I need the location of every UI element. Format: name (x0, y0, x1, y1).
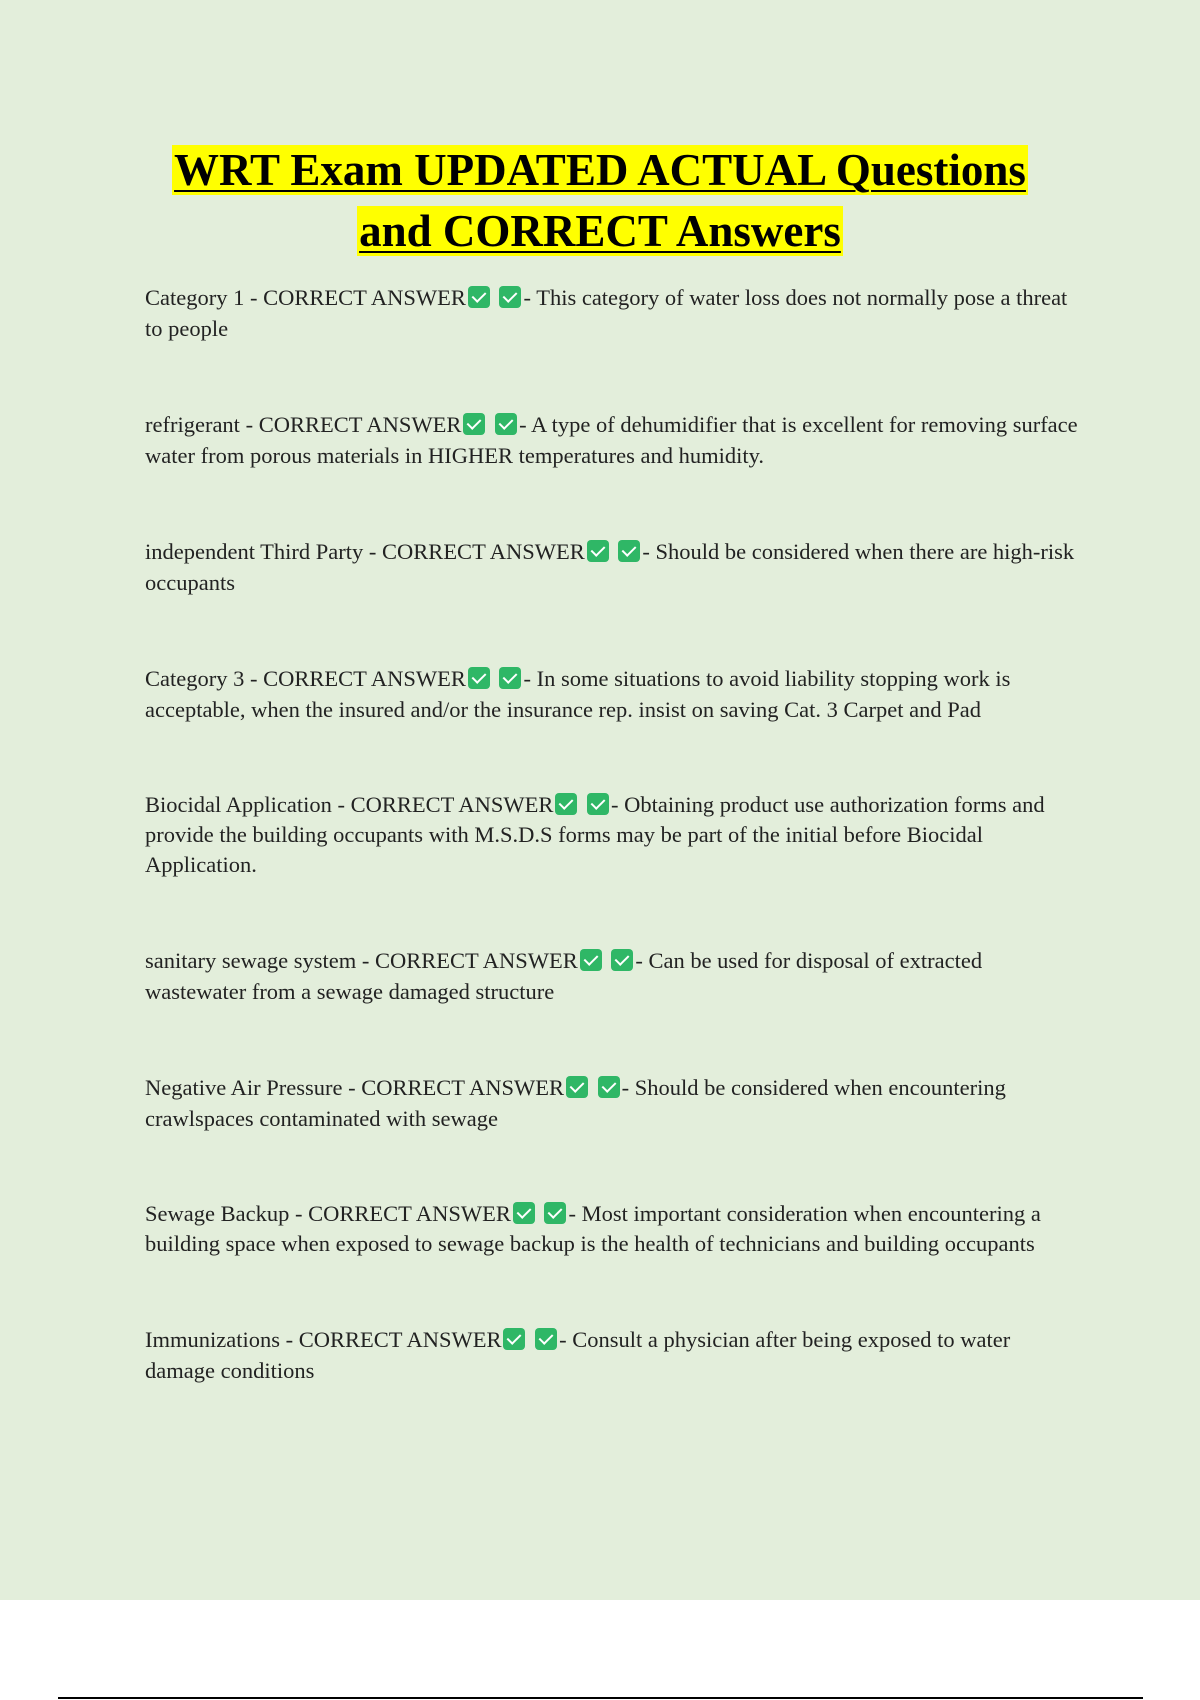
check-mark-icon (503, 1328, 525, 1350)
qa-answer-marker: CORRECT ANSWER (382, 539, 585, 564)
qa-answer-marker: CORRECT ANSWER (263, 285, 466, 310)
qa-term: refrigerant (145, 412, 240, 437)
qa-answer: Obtaining product use authorization forms and provide the building occupants with M.S.D.S forms may be part of the initial before Biocidal Application. (145, 792, 1045, 877)
qa-answer-marker: CORRECT ANSWER (374, 948, 578, 973)
check-mark-icon (535, 1328, 557, 1350)
qa-item: sanitary sewage system - CORRECT ANSWER - Can be used for disposal of extracted wastewater from a sewage damaged structure (145, 948, 983, 1004)
qa-item: Immunizations - CORRECT ANSWER - Consult a physician after being exposed to water damage conditions (145, 1327, 1011, 1383)
title-line-1: WRT Exam UPDATED ACTUAL Questions (174, 145, 1026, 195)
qa-term: Biocidal Application (145, 792, 332, 817)
check-mark-icon (468, 667, 490, 689)
qa-answer: A type of dehumidifier that is excellent for removing surface water from porous materials in HIGHER temperatures and humidity. (145, 412, 1078, 468)
qa-answer-marker: CORRECT ANSWER (298, 1327, 502, 1352)
check-mark-icon (618, 540, 640, 562)
qa-term: Sewage Backup (145, 1201, 290, 1226)
qa-item: Negative Air Pressure - CORRECT ANSWER - Should be considered when encountering crawlspaces contaminated with sewage (145, 1075, 1006, 1131)
qa-answer-marker: CORRECT ANSWER (263, 666, 466, 691)
check-mark-icon (499, 286, 521, 308)
qa-term: sanitary sewage system (145, 948, 357, 973)
qa-item: Biocidal Application - CORRECT ANSWER - Obtaining product use authorization forms and provide the building occupants with M.S.D.S forms may be part of the initial before Biocidal Application. (145, 792, 1045, 877)
qa-answer: Consult a physician after being exposed to water damage conditions (145, 1327, 1011, 1383)
check-mark-icon (587, 793, 609, 815)
qa-item: refrigerant - CORRECT ANSWER - A type of dehumidifier that is excellent for removing surface water from porous materials in HIGHER temperatures and humidity. (145, 412, 1078, 468)
qa-term: Category 1 (145, 285, 245, 310)
check-mark-icon (513, 1202, 535, 1224)
check-mark-icon (499, 667, 521, 689)
qa-term: Category 3 (145, 666, 245, 691)
document-title (0, 140, 1200, 262)
qa-term: Negative Air Pressure (145, 1075, 343, 1100)
qa-answer: Most important consideration when encountering a building space when exposed to sewage backup is the health of technicians and building occupants (145, 1201, 1041, 1256)
check-mark-icon (463, 413, 485, 435)
qa-item: independent Third Party - CORRECT ANSWER - Should be considered when there are high-risk occupants (145, 539, 1075, 595)
check-mark-icon (566, 1076, 588, 1098)
check-mark-icon (580, 949, 602, 971)
qa-answer: In some situations to avoid liability stopping work is acceptable, when the insured and/or the insurance rep. insist on saving Cat. 3 Carpet and Pad (145, 666, 1011, 722)
footer-divider (58, 1697, 1143, 1699)
check-mark-icon (544, 1202, 566, 1224)
check-mark-icon (598, 1076, 620, 1098)
qa-item: Category 3 - CORRECT ANSWER - In some situations to avoid liability stopping work is acceptable, when the insured and/or the insurance rep. insist on saving Cat. 3 Carpet and Pad (145, 666, 1011, 722)
qa-item: Category 1 - CORRECT ANSWER - This category of water loss does not normally pose a threat to people (145, 285, 1068, 341)
qa-answer: Should be considered when encountering crawlspaces contaminated with sewage (145, 1075, 1006, 1131)
qa-answer-marker: CORRECT ANSWER (258, 412, 462, 437)
title-line-2: and CORRECT Answers (359, 206, 841, 256)
qa-answer: This category of water loss does not normally pose a threat to people (145, 285, 1068, 341)
check-mark-icon (587, 540, 609, 562)
qa-answer-marker: CORRECT ANSWER (350, 792, 554, 817)
qa-term: independent Third Party (145, 539, 364, 564)
qa-answer: Should be considered when there are high-risk occupants (145, 539, 1075, 595)
qa-term: Immunizations (145, 1327, 280, 1352)
qa-item: Sewage Backup - CORRECT ANSWER - Most important consideration when encountering a building space when exposed to sewage backup is the health of technicians and building occupants (145, 1201, 1041, 1256)
qa-answer: Can be used for disposal of extracted wastewater from a sewage damaged structure (145, 948, 983, 1004)
qa-list (145, 282, 1085, 1451)
qa-answer-marker: CORRECT ANSWER (361, 1075, 564, 1100)
check-mark-icon (611, 949, 633, 971)
check-mark-icon (495, 413, 517, 435)
check-mark-icon (555, 793, 577, 815)
check-mark-icon (468, 286, 490, 308)
qa-answer-marker: CORRECT ANSWER (308, 1201, 511, 1226)
